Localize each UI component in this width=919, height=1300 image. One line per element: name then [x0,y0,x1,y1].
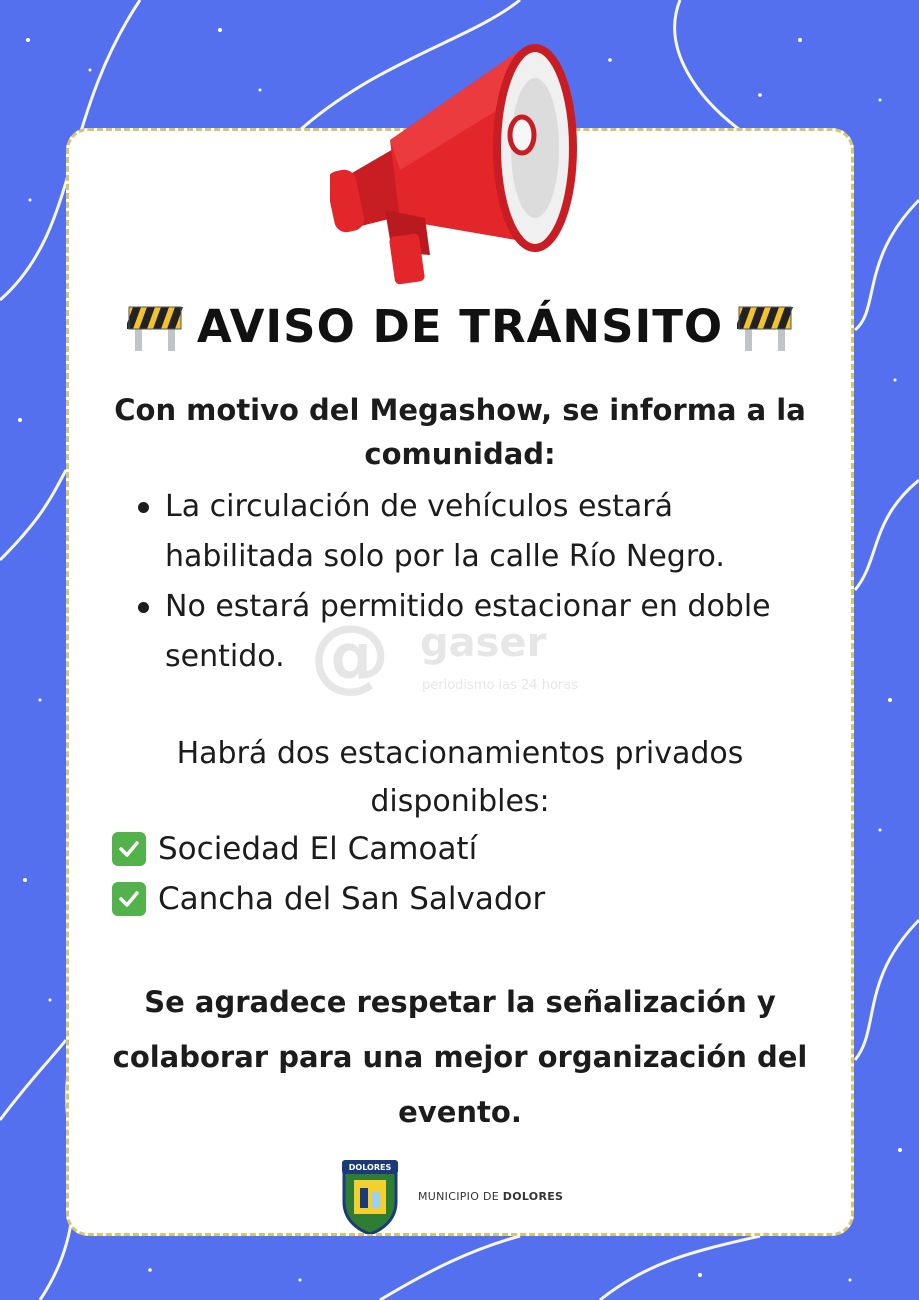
list-item [134,482,814,582]
check-mark-icon [112,882,146,916]
bullet-dot [138,602,149,613]
closing-message: Se agradece respetar la señalización y colaborar para una mejor organización del evento. [112,985,808,1129]
bullet-text: La circulación de vehículos estará habilitada solo por la calle Río Negro. [165,489,725,574]
page-title: AVISO DE TRÁNSITO [196,299,724,353]
parking-note: Habrá dos estacionamientos privados disponibles: [176,736,744,819]
watermark-tagline: periodismo las 24 horas [422,678,578,693]
parking-options [112,824,712,924]
watermark-logo: @ [310,608,390,701]
bullet-text: No estará permitido estacionar en doble sentido. [165,589,771,674]
check-mark-icon [112,832,146,866]
org-name [418,1190,563,1203]
intro-text: Con motivo del Megashow, se informa a la comunidad: [114,393,806,471]
crest-text: DOLORES [348,1163,392,1172]
construction-barrier-icon [737,301,793,351]
watermark [300,598,620,708]
parking-option [112,874,712,924]
parking-option-label: Sociedad El Camoatí [158,831,478,867]
megaphone-icon [330,30,585,290]
parking-option [112,824,712,874]
construction-barrier-icon [127,301,183,351]
footer [338,1158,588,1234]
title-row [95,296,825,356]
bullet-dot [138,502,149,513]
org-name-bold: DOLORES [502,1189,564,1203]
watermark-name: gaser [420,620,547,666]
parking-option-label: Cancha del San Salvador [158,881,546,917]
org-prefix: MUNICIPIO DE [418,1189,499,1203]
municipal-crest-icon [338,1158,402,1234]
